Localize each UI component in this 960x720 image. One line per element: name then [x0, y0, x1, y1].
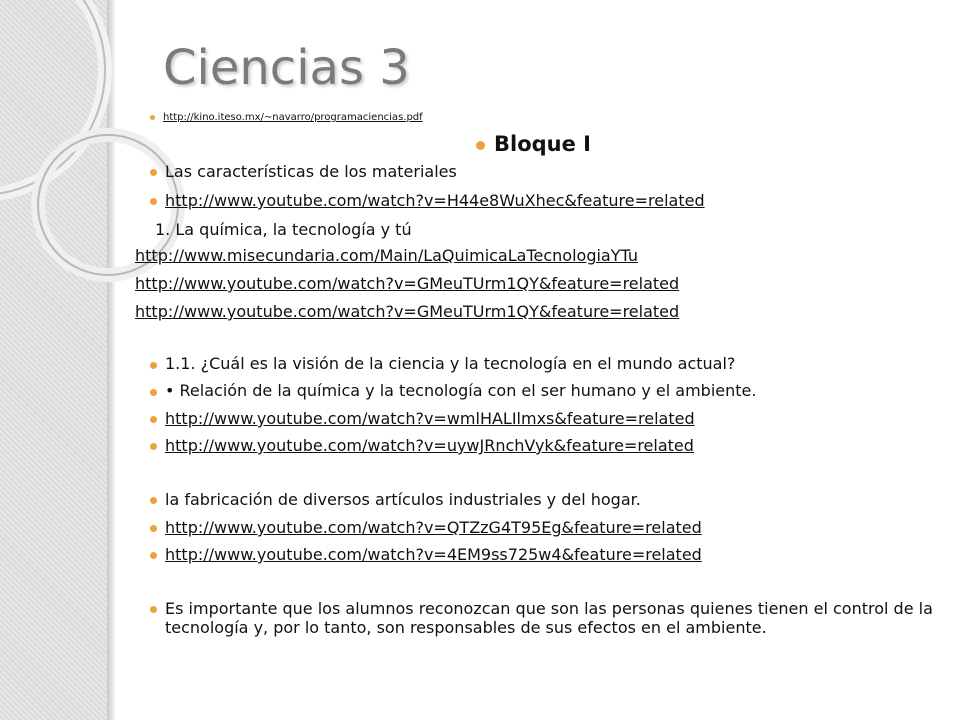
topic-fabricacion: la fabricación de diversos artículos industriales y del hogar.	[165, 490, 641, 509]
bullet-icon	[150, 416, 157, 423]
bullet-icon	[150, 362, 157, 369]
topic-quimica-tecnologia: 1. La química, la tecnología y tú	[155, 220, 412, 239]
youtube-link-5[interactable]: http://www.youtube.com/watch?v=uywJRnchVyk&feature=related	[165, 436, 694, 455]
slide-title: Ciencias 3	[163, 40, 410, 96]
youtube-link-6[interactable]: http://www.youtube.com/watch?v=QTZzG4T95Eg&feature=related	[165, 518, 702, 537]
section-heading: Bloque I	[494, 132, 591, 156]
paragraph-importante: Es importante que los alumnos reconozcan que son las personas quienes tienen el control de la tecnología y, por lo tanto, son responsables de sus efectos en el ambiente.	[165, 599, 933, 637]
bullet-icon	[150, 552, 157, 559]
topic-materiales: Las características de los materiales	[165, 162, 457, 181]
program-pdf-link[interactable]: http://kino.iteso.mx/~navarro/programaciencias.pdf	[163, 112, 423, 123]
bullet-icon	[150, 443, 157, 450]
youtube-link-7[interactable]: http://www.youtube.com/watch?v=4EM9ss725w4&feature=related	[165, 545, 702, 564]
bullet-icon	[150, 198, 157, 205]
bullet-icon	[150, 606, 157, 613]
youtube-link-4[interactable]: http://www.youtube.com/watch?v=wmlHALIlmxs&feature=related	[165, 409, 695, 428]
bullet-icon	[150, 115, 155, 120]
youtube-link-1[interactable]: http://www.youtube.com/watch?v=H44e8WuXhec&feature=related	[165, 191, 705, 210]
bullet-icon	[150, 525, 157, 532]
youtube-link-2[interactable]: http://www.youtube.com/watch?v=GMeuTUrm1QY&feature=related	[135, 274, 680, 293]
misecundaria-link[interactable]: http://www.misecundaria.com/Main/LaQuimicaLaTecnologiaYTu	[135, 246, 638, 265]
topic-relacion-quimica: • Relación de la química y la tecnología con el ser humano y el ambiente.	[165, 381, 757, 400]
topic-vision-ciencia: 1.1. ¿Cuál es la visión de la ciencia y la tecnología en el mundo actual?	[165, 354, 736, 373]
youtube-link-3[interactable]: http://www.youtube.com/watch?v=GMeuTUrm1QY&feature=related	[135, 302, 680, 321]
bullet-icon	[150, 169, 157, 176]
bullet-icon	[476, 141, 485, 150]
bullet-icon	[150, 497, 157, 504]
bullet-icon	[150, 389, 157, 396]
